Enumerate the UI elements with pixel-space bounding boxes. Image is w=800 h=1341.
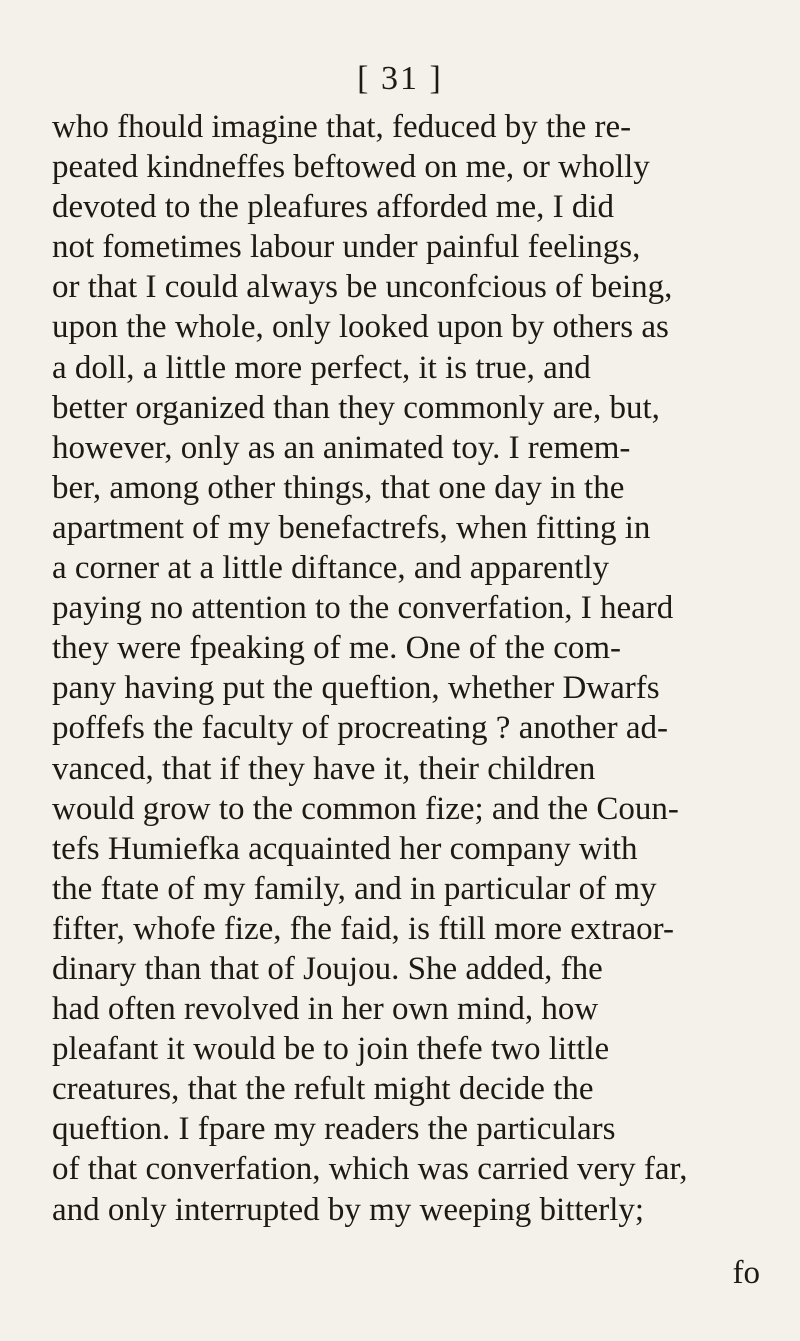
text-line: would grow to the common fize; and the Coun-	[52, 790, 679, 827]
text-line: paying no attention to the converfation, I heard	[52, 590, 674, 627]
body-text	[52, 107, 772, 1230]
text-line: vanced, that if they have it, their children	[52, 750, 596, 787]
text-line: or that I could always be unconfcious of being,	[52, 269, 673, 306]
text-line: not fometimes labour under painful feelings,	[52, 229, 641, 266]
text-line: tefs Humiefka acquainted her company with	[52, 830, 638, 867]
text-line: upon the whole, only looked upon by others as	[52, 309, 669, 346]
text-line: better organized than they commonly are, but,	[52, 389, 660, 426]
text-line: they were fpeaking of me. One of the com-	[52, 630, 622, 667]
text-line: queftion. I fpare my readers the particulars	[52, 1111, 616, 1148]
text-line: pleafant it would be to join thefe two little	[52, 1031, 610, 1068]
page-number-header: [ 31 ]	[357, 60, 443, 97]
text-line: ber, among other things, that one day in the	[52, 469, 625, 506]
text-line: dinary than that of Joujou. She added, fhe	[52, 950, 603, 987]
text-line: fifter, whofe fize, fhe faid, is ftill more extraor-	[52, 910, 674, 947]
text-line: creatures, that the refult might decide the	[52, 1071, 594, 1108]
text-line: poffefs the faculty of procreating ? another ad-	[52, 710, 669, 747]
text-line: a corner at a little diftance, and apparently	[52, 550, 610, 587]
text-line: peated kindneffes beftowed on me, or wholly	[52, 149, 650, 186]
text-line: of that converfation, which was carried very far,	[52, 1151, 688, 1188]
text-line: devoted to the pleafures afforded me, I did	[52, 189, 615, 226]
text-line: who fhould imagine that, feduced by the re-	[52, 109, 632, 145]
text-line: apartment of my benefactrefs, when fitting in	[52, 509, 651, 546]
catchword: fo	[732, 1255, 760, 1291]
text-line: pany having put the queftion, whether Dwarfs	[52, 670, 660, 707]
text-line: however, only as an animated toy. I remem-	[52, 429, 631, 466]
text-line: and only interrupted by my weeping bitterly;	[52, 1191, 645, 1228]
text-line: a doll, a little more perfect, it is true, and	[52, 349, 591, 386]
text-line: the ftate of my family, and in particular of my	[52, 870, 657, 907]
text-line: had often revolved in her own mind, how	[52, 991, 599, 1028]
